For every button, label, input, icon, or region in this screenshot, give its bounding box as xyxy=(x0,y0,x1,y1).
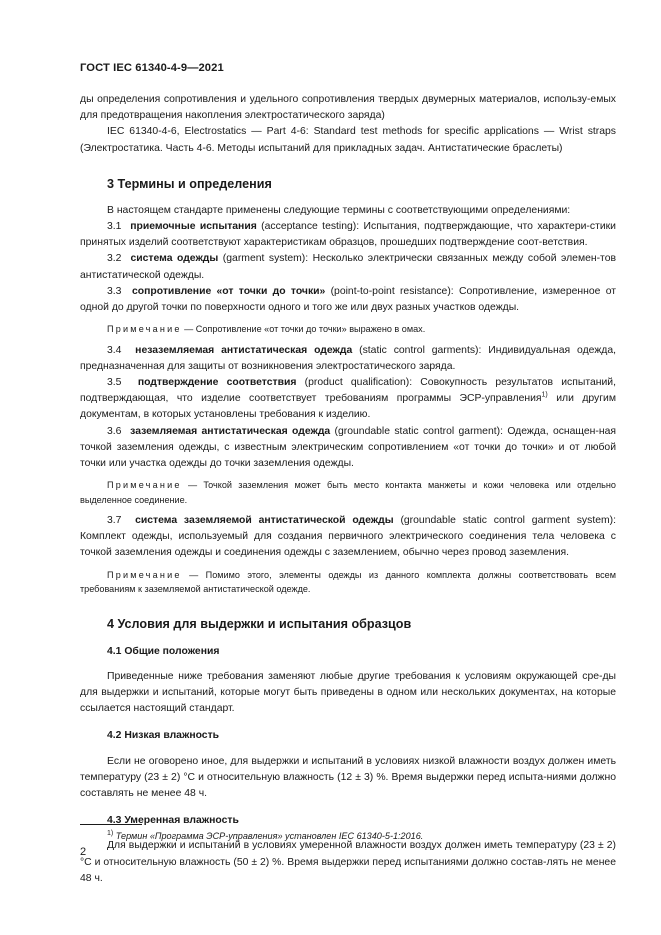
intro-paragraph: ды определения сопротивления и удельного сопротивления твердых двумерных материалов, использу-емых для предотвращения накопления электростатического заряда) xyxy=(80,94,616,122)
section-4-title: 4 Условия для выдержки и испытания образцов xyxy=(107,616,412,631)
subsection-4-2-text: Если не оговорено иное, для выдержки и испытаний в условиях низкой влажности воздух должен иметь температуру (23 ± 2) °С и относительную влажность (12 ± 3) %. Время выдержки перед испыта-ниями должно составлять не менее 48 ч. xyxy=(80,755,616,799)
term-name: подтверждение соответствия xyxy=(137,377,297,389)
footnote: $^{1)}$ Термин «Программа ЭСР-управления» установлен IEC 61340-5-1:2016. xyxy=(107,829,424,841)
subsection-4-3-text: Для выдержки и испытаний в условиях умеренной влажности воздух должен иметь температуру (23 ± 2) °С и относительную влажность (50 ± 2) %. Время выдержки перед испытаниями должно состав-лять не менее 48 ч. xyxy=(80,840,616,884)
section-3-lead: В настоящем стандарте применены следующие термины с соответствующими определениями: xyxy=(107,204,571,216)
term-3-7: 3.7 система заземляемой антистатической одежды (groundable static control garment system): Комплект одежды, используемый для создания первичного электрического соединения тела человека с точкой заземления одежды и соединения одежды с заземлением, обычно через провод заземления. xyxy=(80,515,616,559)
term-3-2: 3.2 система одежды (garment system): Несколько электрически связанных между собой элемен-тов антистатической одежды. xyxy=(80,253,617,281)
footnote-marker: 1) xyxy=(107,829,114,837)
term-3-5: 3.5 подтверждение соответствия (product qualification): Совокупность результатов испытаний, подтверждающая, что изделие соответствует требованиям программы ЭСР-управления$^{1)}$ или другим документам, в которых установлены требования к изделию. xyxy=(80,377,616,421)
subsection-4-3-title: 4.3 Умеренная влажность xyxy=(107,815,239,827)
note-label: Примечание xyxy=(107,569,182,580)
term-3-6: 3.6 заземляемая антистатическая одежда (groundable static control garment): Одежда, оснащен-ная точкой заземления одежды, с известным электрическим сопротивлением «от точки до точки» и от любой точки или участка одежды до точки заземления одежды. xyxy=(80,425,616,470)
page-body xyxy=(80,92,616,887)
note-3-6: Примечание — Точкой заземления может быть место контакта манжеты и кожи человека или отдельно выделенное соединение. xyxy=(80,480,616,505)
page-number: 2 xyxy=(80,846,87,858)
term-3-3: 3.3 сопротивление «от точки до точки» (point-to-point resistance): Сопротивление, измеренное от одной до другой точки по поверхности одного и того же или двух разных участков одежды. xyxy=(80,285,617,314)
footnote-divider xyxy=(80,824,142,825)
section-3-title: 3 Термины и определения xyxy=(107,176,272,191)
subsection-4-2-title: 4.2 Низкая влажность xyxy=(107,730,220,742)
term-name: заземляемая антистатическая одежда xyxy=(130,425,331,437)
note-label: Примечание xyxy=(107,480,182,491)
subsection-4-1-title: 4.1 Общие положения xyxy=(107,645,220,657)
term-3-4: 3.4 незаземляемая антистатическая одежда (static control garments): Индивидуальная одежда, предназначенная для защиты от возникновения электростатического заряда. xyxy=(80,344,616,372)
term-name: приемочные испытания xyxy=(130,221,257,233)
reference-paragraph: IEC 61340-4-6, Electrostatics — Part 4-6: Standard test methods for specific applications — Wrist straps (Электростатика. Часть 4-6. Методы испытаний для прикладных задач. Антистатические браслеты) xyxy=(80,126,616,154)
term-3-1: 3.1 приемочные испытания (acceptance testing): Испытания, подтверждающие, что характери-стики принятых изделий соответствуют характеристикам образцов, прошедших подтверждение соот-ветствия. xyxy=(80,221,616,249)
footnote-ref: 1) xyxy=(541,391,548,399)
term-name: незаземляемая антистатическая одежда xyxy=(135,344,353,356)
note-label: Примечание xyxy=(107,324,182,335)
term-name: система заземляемой антистатической одежды xyxy=(135,515,394,527)
term-name: система одежды xyxy=(130,253,219,265)
subsection-4-1-text: Приведенные ниже требования заменяют любые другие требования к условиям окружающей сре-ды для выдержки и испытаний, которые могут быть приведены в одном или нескольких документах, на которые ссылается настоящий стандарт. xyxy=(80,670,616,715)
term-name: сопротивление «от точки до точки» xyxy=(132,285,326,297)
note-3-7: Примечание — Помимо этого, элементы одежды из данного комплекта должны соответствовать всем требованиям к заземляемой антистатической одежде. xyxy=(80,569,616,595)
note-3-3: Примечание — Сопротивление «от точки до точки» выражено в омах. xyxy=(107,324,426,335)
document-header: ГОСТ IEC 61340-4-9—2021 xyxy=(80,62,224,74)
